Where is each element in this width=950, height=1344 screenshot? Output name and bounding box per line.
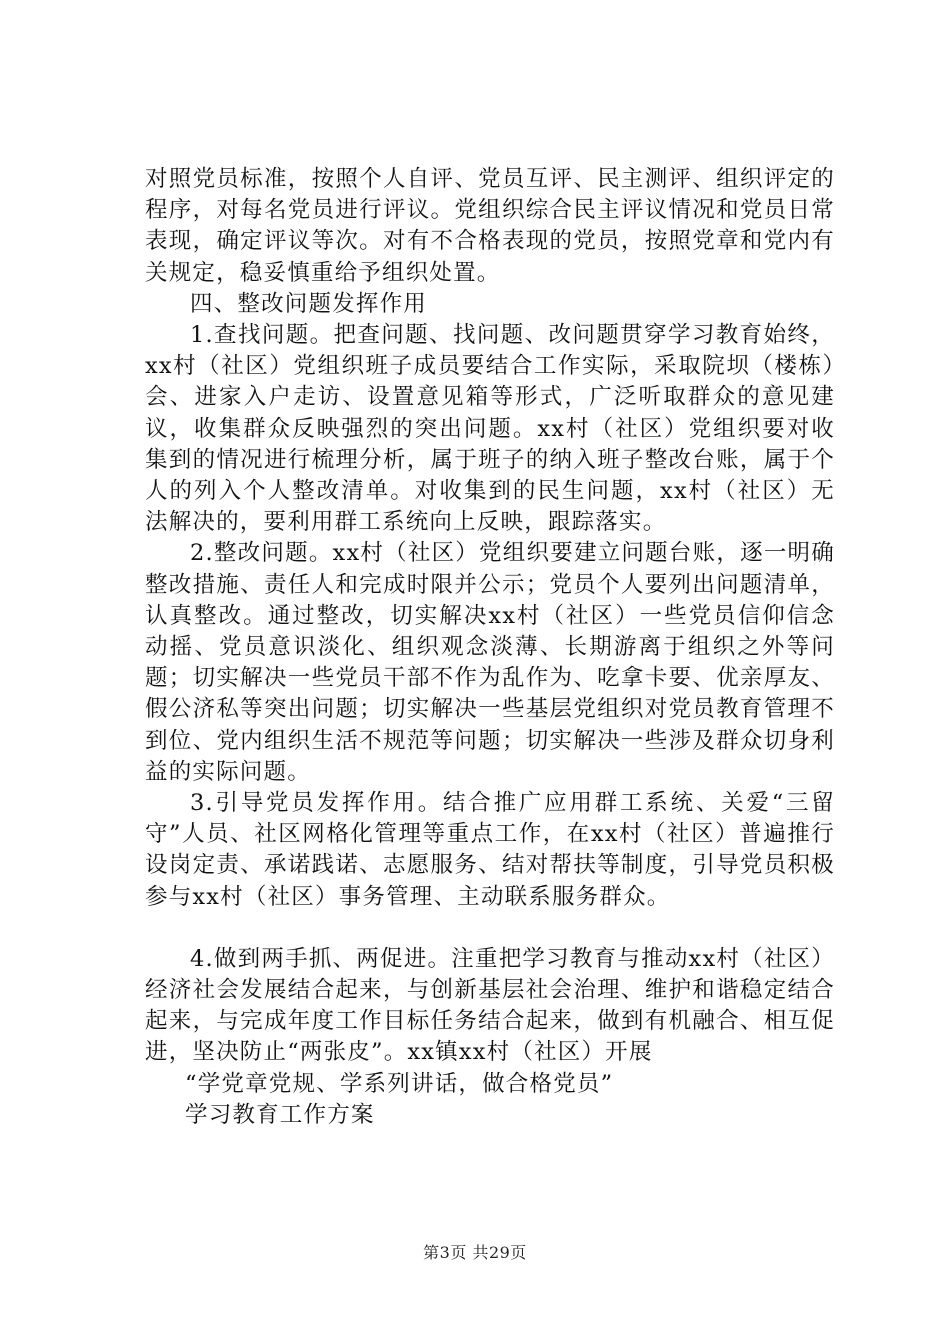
plan-title-line-2: 学习教育工作方案 xyxy=(185,1101,375,1128)
paragraph-find-problems: 1.查找问题。把查问题、找问题、改问题贯穿学习教育始终，xx村（社区）党组织班子成员要结合工作实际，采取院坝（楼栋）会、进家入户走访、设置意见箱等形式，广泛听取群众的意见建议，收集群众反映强烈的突出问题。xx村（社区）党组织要对收集到的情况进行梳理分析，属于班子的纳入班子整改台账，属于个人的列入个人整改清单。对收集到的民生问题，xx村（社区）无法解决的，要利用群工系统向上反映，跟踪落实。 xyxy=(145,322,835,536)
paragraph-rectify-problems: 2.整改问题。xx村（社区）党组织要建立问题台账，逐一明确整改措施、责任人和完成时限并公示；党员个人要列出问题清单，认真整改。通过整改，切实解决xx村（社区）一些党员信仰信念动摇、党员意识淡化、组织观念淡薄、长期游离于组织之外等问题；切实解决一些党员干部不作为乱作为、吃拿卡要、优亲厚友、假公济私等突出问题；切实解决一些基层党组织对党员教育管理不到位、党内组织生活不规范等问题；切实解决一些涉及群众切身利益的实际问题。 xyxy=(145,540,835,785)
paragraph-evaluation: 对照党员标准，按照个人自评、党员互评、民主测评、组织评定的程序，对每名党员进行评议。党组织综合民主评议情况和党员日常表现，确定评议等次。对有不合格表现的党员，按照党章和党内有关规定，稳妥慎重给予组织处置。 xyxy=(145,166,835,286)
paragraph-spacer xyxy=(145,913,835,944)
page-number-footer: 第3页 共29页 xyxy=(423,1243,527,1262)
plan-title-line-1: “学党章党规、学系列讲话，做合格党员” xyxy=(185,1070,614,1097)
paragraph-two-hands: 4.做到两手抓、两促进。注重把学习教育与推动xx村（社区）经济社会发展结合起来，与创新基层社会治理、维护和谐稳定结合起来，与完成年度工作目标任务结合起来，做到有机融合、相互促进，坚决防止“两张皮”。xx镇xx村（社区）开展 xyxy=(145,945,835,1066)
document-body xyxy=(145,164,835,1131)
section-heading-rectification: 四、整改问题发挥作用 xyxy=(190,290,428,317)
paragraph-guide-members: 3.引导党员发挥作用。结合推广应用群工系统、关爱“三留守”人员、社区网格化管理等重点工作，在xx村（社区）普遍推行设岗定责、承诺践诺、志愿服务、结对帮扶等制度，引导党员积极参与xx村（社区）事务管理、主动联系服务群众。 xyxy=(145,790,835,910)
